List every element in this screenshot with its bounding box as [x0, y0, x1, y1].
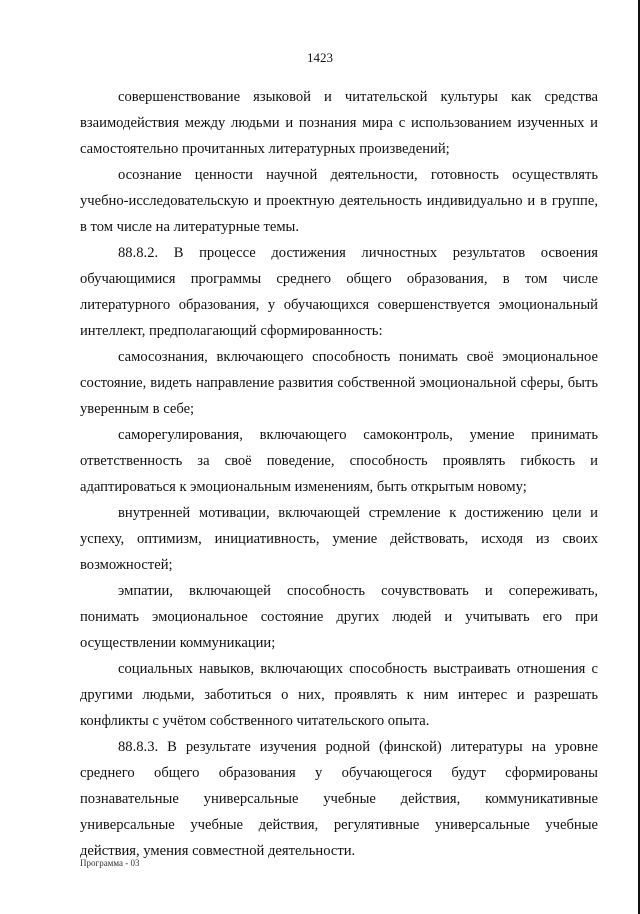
- page-number: 1423: [307, 50, 333, 65]
- paragraph-4: самосознания, включающего способность понимать своё эмоциональное состояние, видеть направление развития собственной эмоциональной сферы, быть уверенным в себе;: [80, 349, 598, 417]
- footer-text: Программа - 03: [80, 858, 140, 868]
- paragraph-8: социальных навыков, включающих способность выстраивать отношения с другими людьми, заботиться о них, проявлять к ним интерес и разрешать конфликты с учётом собственного читательского опыта.: [80, 661, 598, 729]
- document-body: [80, 84, 598, 864]
- paragraph-6: внутренней мотивации, включающей стремление к достижению цели и успеху, оптимизм, инициативность, умение действовать, исходя из своих возможностей;: [80, 505, 598, 573]
- paragraph-5: саморегулирования, включающего самоконтроль, умение принимать ответственность за своё поведение, способность проявлять гибкость и адаптироваться к эмоциональным изменениям, быть открытым новому;: [80, 427, 598, 495]
- paragraph-9: 88.8.3. В результате изучения родной (финской) литературы на уровне среднего общего образования у обучающегося будут сформированы познавательные универсальные учебные действия, коммуникативные универсальные учебные действия, регулятивные универсальные учебные действия, умения совместной деятельности.: [80, 739, 598, 859]
- paragraph-2: осознание ценности научной деятельности, готовность осуществлять учебно-исследовательскую и проектную деятельность индивидуально и в группе, в том числе на литературные темы.: [80, 167, 598, 235]
- paragraph-1: совершенствование языковой и читательской культуры как средства взаимодействия между людьми и познания мира с использованием изученных и самостоятельно прочитанных литературных произведений;: [80, 89, 598, 157]
- paragraph-3: 88.8.2. В процессе достижения личностных результатов освоения обучающимися программы среднего общего образования, в том числе литературного образования, у обучающихся совершенствуется эмоциональный интеллект, предполагающий сформированность:: [80, 245, 598, 339]
- paragraph-7: эмпатии, включающей способность сочувствовать и сопереживать, понимать эмоциональное состояние других людей и учитывать его при осуществлении коммуникации;: [80, 583, 598, 651]
